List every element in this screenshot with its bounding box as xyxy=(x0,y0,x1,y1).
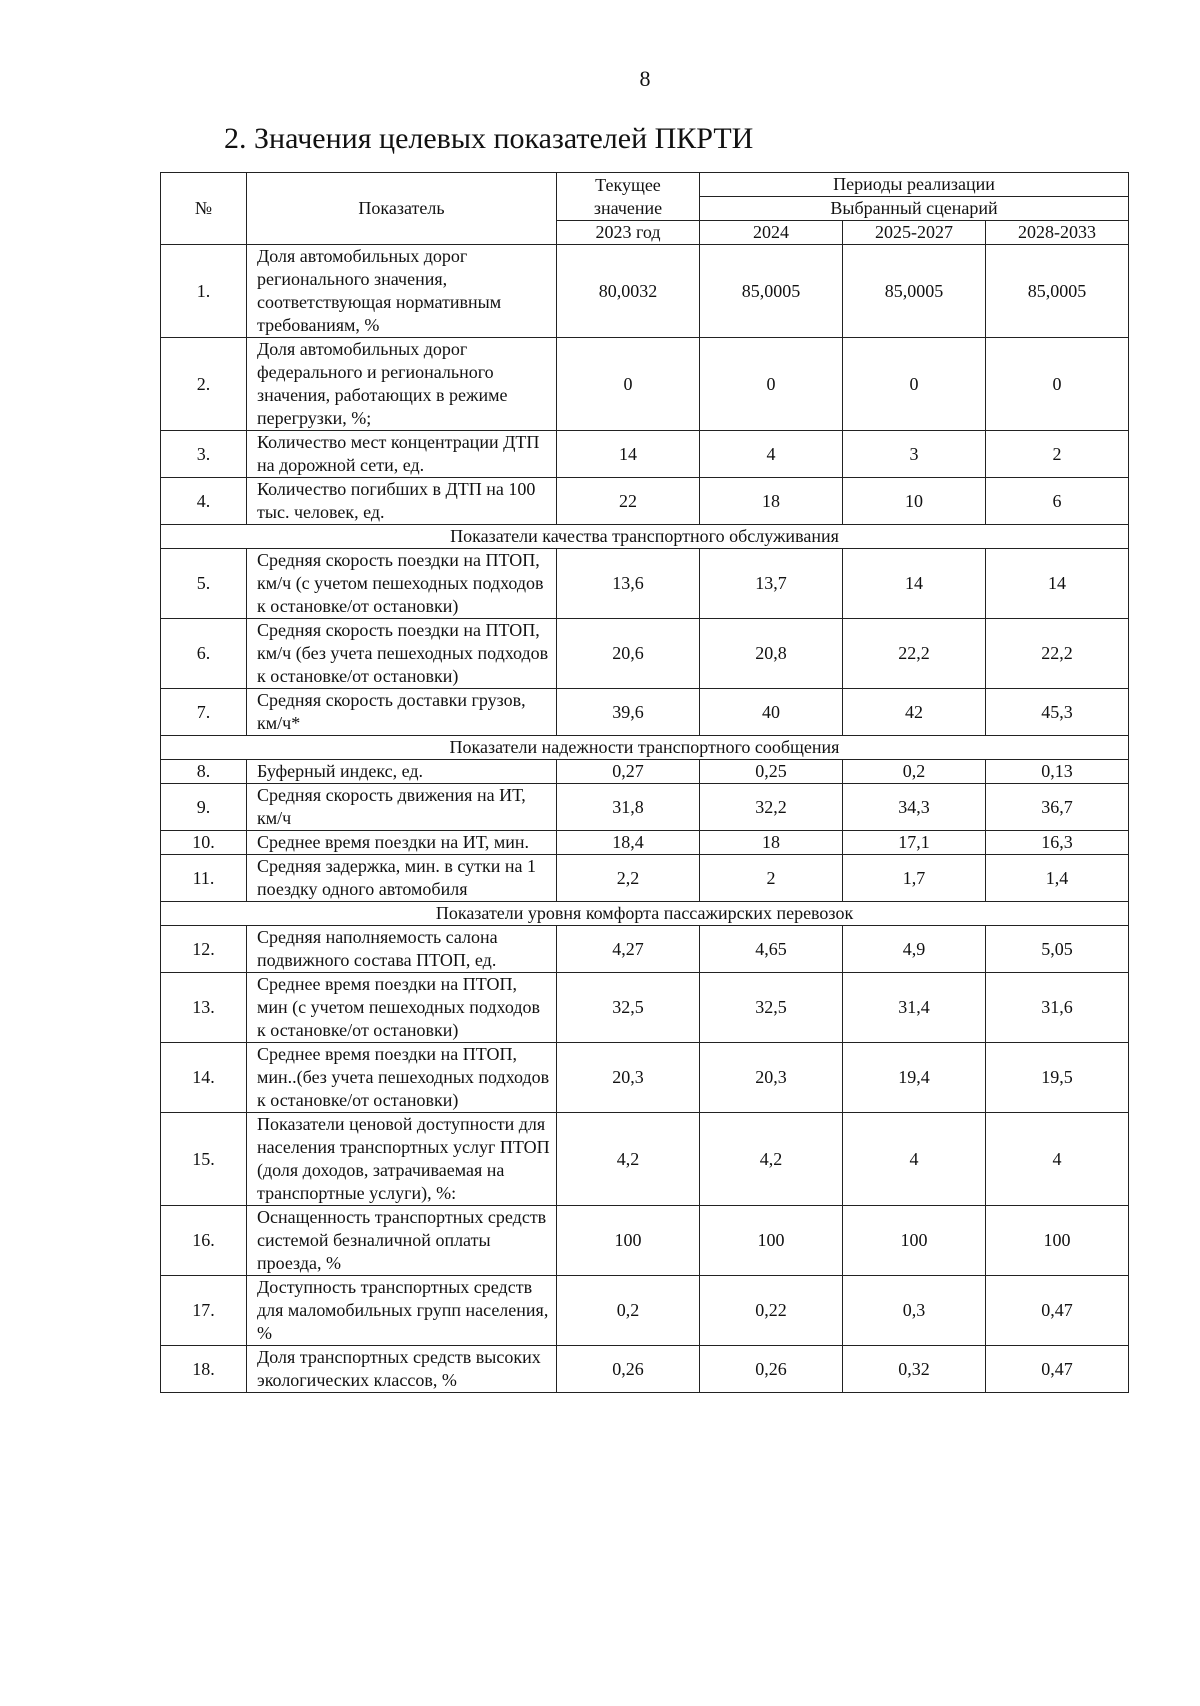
indicator-name-cell: Средняя скорость доставки грузов, км/ч* xyxy=(247,689,557,736)
indicator-name-cell: Средняя скорость поездки на ПТОП, км/ч (без учета пешеходных подходов к остановке/от остановки) xyxy=(247,619,557,689)
value-2025-2027-cell: 42 xyxy=(843,689,986,736)
value-2024-cell: 0,26 xyxy=(700,1346,843,1393)
header-scenario: Выбранный сценарий xyxy=(700,197,1129,221)
value-2024-cell: 100 xyxy=(700,1206,843,1276)
row-number-cell: 5. xyxy=(161,549,247,619)
table-row xyxy=(161,831,1129,855)
value-2024-cell: 13,7 xyxy=(700,549,843,619)
row-number-cell: 6. xyxy=(161,619,247,689)
table-row xyxy=(161,245,1129,338)
value-2025-2027-cell: 0,3 xyxy=(843,1276,986,1346)
row-number-cell: 16. xyxy=(161,1206,247,1276)
value-2024-cell: 18 xyxy=(700,831,843,855)
indicator-name-cell: Доступность транспортных средств для маломобильных групп населения, % xyxy=(247,1276,557,1346)
indicator-name-cell: Количество погибших в ДТП на 100 тыс. человек, ед. xyxy=(247,478,557,525)
indicator-name-cell: Доля автомобильных дорог регионального значения, соответствующая нормативным требованиям, % xyxy=(247,245,557,338)
row-number-cell: 1. xyxy=(161,245,247,338)
row-number-cell: 8. xyxy=(161,760,247,784)
row-number-cell: 9. xyxy=(161,784,247,831)
indicator-name-cell: Среднее время поездки на ИТ, мин. xyxy=(247,831,557,855)
header-period-2028-2033: 2028-2033 xyxy=(986,221,1129,245)
indicator-name-cell: Оснащенность транспортных средств системой безналичной оплаты проезда, % xyxy=(247,1206,557,1276)
value-2028-2033-cell: 36,7 xyxy=(986,784,1129,831)
page-number: 8 xyxy=(639,66,651,91)
value-2028-2033-cell: 0,47 xyxy=(986,1276,1129,1346)
value-2024-cell: 32,2 xyxy=(700,784,843,831)
header-current-year: 2023 год xyxy=(557,221,700,245)
page-title: 2. Значения целевых показателей ПКРТИ xyxy=(224,122,754,155)
section-row xyxy=(161,736,1129,760)
value-2024-cell: 18 xyxy=(700,478,843,525)
header-current-value xyxy=(557,173,700,221)
value-2023-cell: 13,6 xyxy=(557,549,700,619)
value-2023-cell: 20,3 xyxy=(557,1043,700,1113)
value-2024-cell: 0,22 xyxy=(700,1276,843,1346)
value-2025-2027-cell: 17,1 xyxy=(843,831,986,855)
indicator-name-cell: Буферный индекс, ед. xyxy=(247,760,557,784)
section-row xyxy=(161,902,1129,926)
value-2025-2027-cell: 4 xyxy=(843,1113,986,1206)
value-2028-2033-cell: 0,13 xyxy=(986,760,1129,784)
indicators-table xyxy=(160,172,1129,1393)
value-2023-cell: 2,2 xyxy=(557,855,700,902)
value-2025-2027-cell: 22,2 xyxy=(843,619,986,689)
value-2028-2033-cell: 16,3 xyxy=(986,831,1129,855)
value-2028-2033-cell: 31,6 xyxy=(986,973,1129,1043)
row-number-cell: 12. xyxy=(161,926,247,973)
value-2023-cell: 22 xyxy=(557,478,700,525)
value-2028-2033-cell: 4 xyxy=(986,1113,1129,1206)
indicator-name-cell: Средняя скорость поездки на ПТОП, км/ч (с учетом пешеходных подходов к остановке/от остановки) xyxy=(247,549,557,619)
value-2025-2027-cell: 0 xyxy=(843,338,986,431)
table-row xyxy=(161,478,1129,525)
value-2025-2027-cell: 1,7 xyxy=(843,855,986,902)
section-heading: Показатели надежности транспортного сообщения xyxy=(161,736,1129,760)
table-row xyxy=(161,549,1129,619)
value-2025-2027-cell: 31,4 xyxy=(843,973,986,1043)
value-2023-cell: 18,4 xyxy=(557,831,700,855)
table-row xyxy=(161,1276,1129,1346)
row-number-cell: 7. xyxy=(161,689,247,736)
value-2028-2033-cell: 5,05 xyxy=(986,926,1129,973)
table-row xyxy=(161,1346,1129,1393)
indicator-name-cell: Средняя задержка, мин. в сутки на 1 поездку одного автомобиля xyxy=(247,855,557,902)
value-2023-cell: 4,27 xyxy=(557,926,700,973)
indicator-name-cell: Доля транспортных средств высоких экологических классов, % xyxy=(247,1346,557,1393)
value-2023-cell: 32,5 xyxy=(557,973,700,1043)
row-number-cell: 2. xyxy=(161,338,247,431)
indicator-name-cell: Количество мест концентрации ДТП на дорожной сети, ед. xyxy=(247,431,557,478)
row-number-cell: 13. xyxy=(161,973,247,1043)
row-number-cell: 15. xyxy=(161,1113,247,1206)
indicator-name-cell: Средняя наполняемость салона подвижного состава ПТОП, ед. xyxy=(247,926,557,973)
indicator-name-cell: Показатели ценовой доступности для населения транспортных услуг ПТОП (доля доходов, затрачиваемая на транспортные услуги), %: xyxy=(247,1113,557,1206)
value-2025-2027-cell: 4,9 xyxy=(843,926,986,973)
row-number-cell: 10. xyxy=(161,831,247,855)
value-2023-cell: 80,0032 xyxy=(557,245,700,338)
value-2028-2033-cell: 2 xyxy=(986,431,1129,478)
header-current-line1: Текущее xyxy=(595,174,661,195)
table-row xyxy=(161,926,1129,973)
row-number-cell: 3. xyxy=(161,431,247,478)
value-2028-2033-cell: 14 xyxy=(986,549,1129,619)
value-2025-2027-cell: 85,0005 xyxy=(843,245,986,338)
value-2025-2027-cell: 0,2 xyxy=(843,760,986,784)
value-2028-2033-cell: 0,47 xyxy=(986,1346,1129,1393)
table-row xyxy=(161,431,1129,478)
row-number-cell: 14. xyxy=(161,1043,247,1113)
value-2028-2033-cell: 100 xyxy=(986,1206,1129,1276)
value-2023-cell: 4,2 xyxy=(557,1113,700,1206)
header-periods: Периоды реализации xyxy=(700,173,1129,197)
indicator-name-cell: Среднее время поездки на ПТОП, мин (с учетом пешеходных подходов к остановке/от остановки) xyxy=(247,973,557,1043)
value-2028-2033-cell: 85,0005 xyxy=(986,245,1129,338)
header-period-2025-2027: 2025-2027 xyxy=(843,221,986,245)
header-num: № xyxy=(161,173,247,245)
value-2024-cell: 4 xyxy=(700,431,843,478)
table-row xyxy=(161,619,1129,689)
value-2024-cell: 20,3 xyxy=(700,1043,843,1113)
value-2023-cell: 20,6 xyxy=(557,619,700,689)
value-2028-2033-cell: 22,2 xyxy=(986,619,1129,689)
value-2028-2033-cell: 1,4 xyxy=(986,855,1129,902)
value-2028-2033-cell: 6 xyxy=(986,478,1129,525)
header-indicator: Показатель xyxy=(247,173,557,245)
table-row xyxy=(161,1113,1129,1206)
section-heading: Показатели уровня комфорта пассажирских перевозок xyxy=(161,902,1129,926)
value-2024-cell: 40 xyxy=(700,689,843,736)
value-2023-cell: 31,8 xyxy=(557,784,700,831)
value-2024-cell: 85,0005 xyxy=(700,245,843,338)
value-2024-cell: 2 xyxy=(700,855,843,902)
value-2028-2033-cell: 19,5 xyxy=(986,1043,1129,1113)
value-2023-cell: 14 xyxy=(557,431,700,478)
row-number-cell: 4. xyxy=(161,478,247,525)
value-2023-cell: 0,26 xyxy=(557,1346,700,1393)
value-2024-cell: 32,5 xyxy=(700,973,843,1043)
section-heading: Показатели качества транспортного обслуживания xyxy=(161,525,1129,549)
value-2024-cell: 20,8 xyxy=(700,619,843,689)
value-2024-cell: 4,2 xyxy=(700,1113,843,1206)
value-2025-2027-cell: 10 xyxy=(843,478,986,525)
row-number-cell: 17. xyxy=(161,1276,247,1346)
value-2025-2027-cell: 14 xyxy=(843,549,986,619)
table-row xyxy=(161,689,1129,736)
value-2028-2033-cell: 0 xyxy=(986,338,1129,431)
value-2023-cell: 0,27 xyxy=(557,760,700,784)
value-2025-2027-cell: 100 xyxy=(843,1206,986,1276)
table-row xyxy=(161,338,1129,431)
table-row xyxy=(161,1043,1129,1113)
row-number-cell: 18. xyxy=(161,1346,247,1393)
value-2023-cell: 100 xyxy=(557,1206,700,1276)
value-2023-cell: 0 xyxy=(557,338,700,431)
value-2024-cell: 0,25 xyxy=(700,760,843,784)
value-2025-2027-cell: 19,4 xyxy=(843,1043,986,1113)
table-row xyxy=(161,760,1129,784)
value-2025-2027-cell: 0,32 xyxy=(843,1346,986,1393)
table-row xyxy=(161,784,1129,831)
header-row-1 xyxy=(161,173,1129,197)
indicator-name-cell: Средняя скорость движения на ИТ, км/ч xyxy=(247,784,557,831)
table-row xyxy=(161,855,1129,902)
row-number-cell: 11. xyxy=(161,855,247,902)
value-2024-cell: 0 xyxy=(700,338,843,431)
header-current-line2: значение xyxy=(593,197,663,218)
value-2023-cell: 0,2 xyxy=(557,1276,700,1346)
value-2025-2027-cell: 34,3 xyxy=(843,784,986,831)
section-row xyxy=(161,525,1129,549)
indicator-name-cell: Доля автомобильных дорог федерального и регионального значения, работающих в режиме перегрузки, %; xyxy=(247,338,557,431)
value-2024-cell: 4,65 xyxy=(700,926,843,973)
value-2023-cell: 39,6 xyxy=(557,689,700,736)
value-2028-2033-cell: 45,3 xyxy=(986,689,1129,736)
table-row xyxy=(161,1206,1129,1276)
table-row xyxy=(161,973,1129,1043)
indicator-name-cell: Среднее время поездки на ПТОП, мин..(без учета пешеходных подходов к остановке/от остановки) xyxy=(247,1043,557,1113)
value-2025-2027-cell: 3 xyxy=(843,431,986,478)
header-period-2024: 2024 xyxy=(700,221,843,245)
